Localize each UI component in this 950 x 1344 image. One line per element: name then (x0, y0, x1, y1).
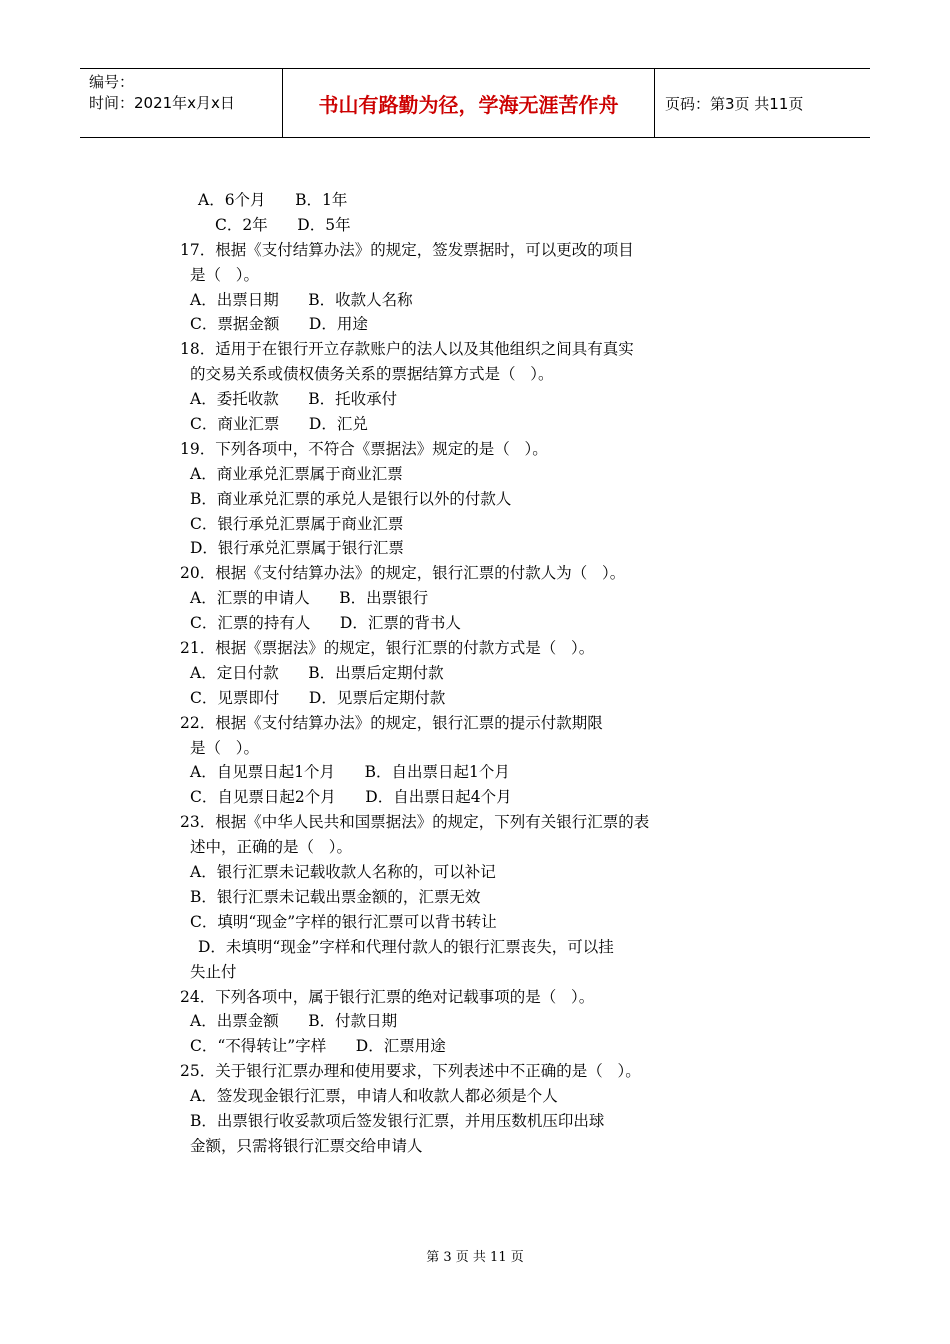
text-line: A．汇票的申请人 B．出票银行 (190, 589, 429, 608)
text-line: C．2年 D．5年 (215, 215, 351, 234)
text-line: C．填明“现金”字样的银行汇票可以背书转让 (190, 912, 497, 931)
text-line: C．自见票日起2个月 D．自出票日起4个月 (190, 788, 512, 807)
text-line: C．“不得转让”字样 D．汇票用途 (190, 1037, 446, 1056)
text-line: C．银行承兑汇票属于商业汇票 (190, 514, 404, 533)
text-line: C．票据金额 D．用途 (190, 315, 368, 334)
text-line: B．出票银行收妥款项后签发银行汇票，并用压数机压印出球 (190, 1111, 605, 1130)
text-line: 19．下列各项中，不符合《票据法》规定的是（ ）。 (180, 439, 548, 458)
header-motto-cell (282, 69, 655, 137)
text-line: 24．下列各项中，属于银行汇票的绝对记载事项的是（ ）。 (180, 987, 595, 1006)
text-line: 是（ ）。 (190, 738, 260, 757)
text-line: 18．适用于在银行开立存款账户的法人以及其他组织之间具有真实 (180, 340, 634, 359)
page-footer: 第 3 页 共 11 页 (426, 1250, 524, 1265)
text-line: A．签发现金银行汇票，申请人和收款人都必须是个人 (190, 1087, 558, 1106)
text-line: 是（ ）。 (190, 265, 260, 284)
number-label: 编号： (89, 73, 135, 91)
text-line: C．见票即付 D．见票后定期付款 (190, 688, 446, 707)
text-line: 17．根据《支付结算办法》的规定，签发票据时，可以更改的项目 (180, 240, 634, 259)
header-left-cell (80, 69, 282, 137)
text-line: A．出票日期 B．收款人名称 (190, 290, 413, 309)
text-line: A．出票金额 B．付款日期 (190, 1012, 398, 1031)
motto-text: 书山有路勤为径，学海无涯苦作舟 (318, 92, 619, 117)
text-line: C．汇票的持有人 D．汇票的背书人 (190, 614, 461, 633)
text-line: C．商业汇票 D．汇兑 (190, 415, 368, 434)
text-line: 25．关于银行汇票办理和使用要求，下列表述中不正确的是（ ）。 (180, 1062, 641, 1081)
time-label: 时间：2021年x月x日 (89, 94, 235, 112)
text-line: 21．根据《票据法》的规定，银行汇票的付款方式是（ ）。 (180, 639, 595, 658)
page-info: 页码：第3页 共11页 (665, 94, 804, 113)
text-line: 23．根据《中华人民共和国票据法》的规定，下列有关银行汇票的表 (180, 813, 650, 832)
text-line: A．6个月 B．1年 (198, 191, 348, 209)
text-line: 22．根据《支付结算办法》的规定，银行汇票的提示付款期限 (180, 713, 603, 732)
text-line: D．银行承兑汇票属于银行汇票 (190, 539, 404, 558)
text-line: B．银行汇票未记载出票金额的，汇票无效 (190, 887, 481, 906)
text-line: A．银行汇票未记载收款人名称的，可以补记 (190, 863, 496, 882)
text-line: 20．根据《支付结算办法》的规定，银行汇票的付款人为（ ）。 (180, 564, 626, 583)
text-line: 金额，只需将银行汇票交给申请人 (190, 1136, 423, 1155)
text-line: 失止付 (190, 962, 237, 981)
text-line: 述中，正确的是（ ）。 (190, 838, 353, 857)
text-line: 的交易关系或债权债务关系的票据结算方式是（ ）。 (190, 365, 554, 384)
text-line: A．商业承兑汇票属于商业汇票 (190, 464, 403, 483)
text-line: B．商业承兑汇票的承兑人是银行以外的付款人 (190, 489, 512, 508)
text-line: A．自见票日起1个月 B．自出票日起1个月 (190, 763, 510, 782)
text-line: A．委托收款 B．托收承付 (190, 390, 398, 409)
text-line: D．未填明“现金”字样和代理付款人的银行汇票丧失，可以挂 (198, 937, 614, 956)
text-line: A．定日付款 B．出票后定期付款 (190, 663, 444, 682)
page-header (80, 68, 870, 138)
question-body (180, 188, 700, 1159)
header-page-cell (655, 69, 870, 137)
